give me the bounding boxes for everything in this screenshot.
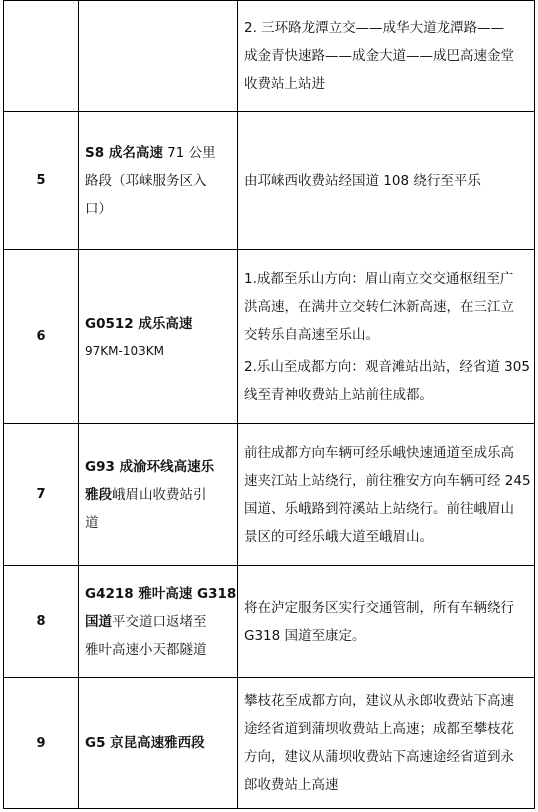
detour-cell [238, 250, 535, 424]
road-name-line [85, 636, 231, 664]
table-row [4, 112, 535, 250]
road-name-text: 71 公里 [162, 144, 216, 161]
detour-cell [238, 566, 535, 678]
road-cell [79, 1, 238, 112]
detour-text: 途经省道到蒲坝收费站上高速；成都至攀枝花 [244, 721, 514, 737]
table-row [4, 250, 535, 424]
road-name-line [85, 608, 231, 636]
row-number: 6 [4, 250, 79, 424]
road-name-bold: 国道 [85, 613, 112, 630]
table-row [4, 678, 535, 809]
road-cell [79, 424, 238, 566]
detour-text: 收费站上站进 [244, 76, 325, 92]
table-row [4, 424, 535, 566]
row-number: 8 [4, 566, 79, 678]
detour-text: 洪高速，在满井立交转仁沐新高速，在三江立 [244, 298, 514, 315]
road-name-bold: G93 成渝环线高速乐 [85, 458, 215, 475]
detour-cell [238, 112, 535, 250]
detour-text: G318 国道至康定。 [244, 627, 366, 644]
detour-text: 线至青神收费站上站前往成都。 [244, 386, 433, 403]
row-number: 5 [4, 112, 79, 250]
detour-text: 由邛崃西收费站经国道 108 绕行至平乐 [244, 172, 481, 189]
road-name-line [85, 580, 237, 608]
detour-text: 将在泸定服务区实行交通管制，所有车辆绕行 [244, 599, 514, 616]
detour-table [3, 0, 535, 809]
road-name-bold: 雅段 [85, 486, 112, 503]
detour-text: 方向，建议从蒲坝收费站下高速途经省道到永 [244, 749, 514, 765]
detour-text: 1.成都至乐山方向：眉山南立交交通枢纽至广 [244, 270, 514, 287]
road-name-line [85, 310, 231, 338]
detour-text: 景区的可经乐峨大道至峨眉山。 [244, 528, 433, 545]
detour-text: 攀枝花至成都方向，建议从永郎收费站下高速 [244, 693, 514, 709]
detour-text: 郎收费站上高速 [244, 777, 339, 793]
row-number: 9 [4, 678, 79, 809]
road-name-line [85, 453, 231, 481]
road-name-text: 道 [85, 514, 99, 531]
detour-text: 国道、乐峨路到符溪站上站绕行。前往峨眉山 [244, 500, 514, 517]
detour-cell [238, 678, 535, 809]
road-name-text: 平交道口返堵至 [112, 613, 207, 630]
road-name-line [85, 139, 231, 167]
road-name-text: 路段（邛崃服务区入 [85, 172, 207, 189]
table-row [4, 1, 535, 112]
detour-text: 速夹江站上站绕行，前往雅安方向车辆可经 245 [244, 472, 531, 489]
row-number [4, 1, 79, 112]
road-name-bold: G0512 成乐高速 [85, 315, 193, 332]
road-name-bold: G5 京昆高速雅西段 [85, 735, 205, 751]
road-name-line [85, 167, 231, 195]
road-km-range: 97KM-103KM [85, 343, 164, 358]
road-cell [79, 566, 238, 678]
road-name-bold: G4218 雅叶高速 G318 [85, 585, 237, 602]
road-name-text: 口） [85, 200, 112, 217]
detour-text: 前往成都方向车辆可经乐峨快速通道至成乐高 [244, 444, 514, 461]
road-name-line [85, 195, 231, 223]
detour-text: 2.乐山至成都方向：观音滩站出站，经省道 305 [244, 358, 530, 375]
road-name-text: 雅叶高速小天都隧道 [85, 641, 207, 658]
detour-text: 2. 三环路龙潭立交——成华大道龙潭路—— [244, 20, 505, 36]
table-row [4, 566, 535, 678]
road-name-bold: S8 成名高速 [85, 144, 163, 161]
detour-cell [238, 1, 535, 112]
road-cell [79, 250, 238, 424]
detour-cell [238, 424, 535, 566]
road-name-line [85, 729, 231, 757]
road-name-text: 峨眉山收费站引 [112, 486, 207, 503]
detour-text: 交转乐自高速至乐山。 [244, 326, 379, 343]
road-name-line [85, 509, 231, 537]
road-name-line [85, 481, 231, 509]
road-cell [79, 112, 238, 250]
row-number: 7 [4, 424, 79, 566]
detour-text: 成金青快速路——成金大道——成巴高速金堂 [244, 48, 514, 64]
road-cell [79, 678, 238, 809]
